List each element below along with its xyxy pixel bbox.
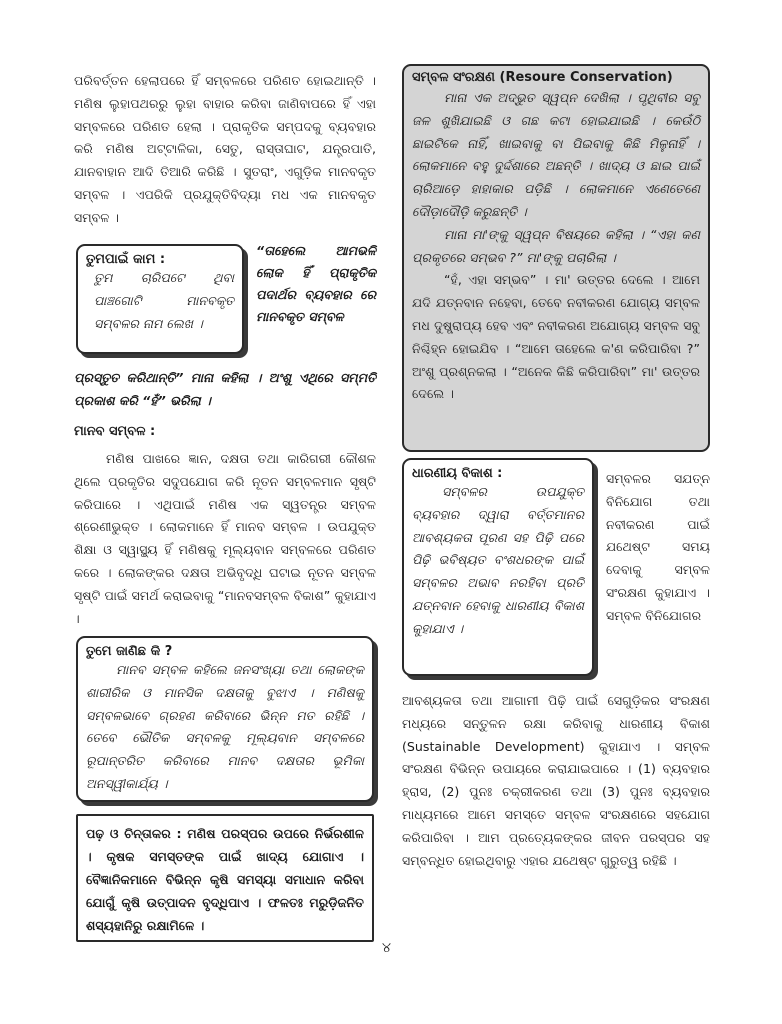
resource-conservation-box [402, 64, 710, 452]
sustainable-title: ଧାରଣୀୟ ବିକାଶ : [412, 466, 503, 481]
did-you-know-body: ମାନବ ସମ୍ବଳ କହିଲେ ଜନସଂଖ୍ୟା ତଥା ଲୋକଙ୍କ ଶାରୀରିକ ଓ ମାନସିକ ଦକ୍ଷତାକୁ ବୁଝାଏ । ମଣିଷକୁ ସମ୍ବଳଭାବେ ଗ୍ରହଣ କରିବାରେ ଭିନ୍ନ ମତ ରହିଛି । ତେବେ ଭୌତିକ ସମ୍ବଳକୁ ମୂଲ୍ୟବାନ ସମ୍ବଳରେ ରୂପାନ୍ତରିତ କରିବାରେ ମାନବ ଦକ୍ଷତାର ଭୂମିକା ଅନସ୍ୱୀକାର୍ଯ୍ୟ । [86, 662, 364, 791]
conservation-title: ସମ୍ବଳ ସଂରକ୍ଷଣ (Resoure Conservation) [412, 70, 673, 85]
human-resource-text: ମଣିଷ ପାଖରେ ଜ୍ଞାନ, ଦକ୍ଷତା ତଥା କାରିଗରୀ କୌଶଳ ଥିଲେ ପ୍ରକୃତିର ସଦୁପଯୋଗ କରି ନୂତନ ସମ୍ବଳମାନ ସୃଷ୍ଟି କରିପାରେ । ଏଥିପାଇଁ ମଣିଷ ଏକ ସ୍ୱତନ୍ତ୍ର ସମ୍ବଳ ଶ୍ରେଣୀଭୁକ୍ତ । ଲୋକମାନେ ହିଁ ମାନବ ସମ୍ବଳ । ଉପଯୁକ୍ତ ଶିକ୍ଷା ଓ ସ୍ୱାସ୍ଥ୍ୟ ହିଁ ମଣିଷକୁ ମୂଲ୍ୟବାନ ସମ୍ବଳରେ ପରିଣତ କରେ । ଲୋକଙ୍କର ଦକ୍ଷତା ଅଭିବୃଦ୍ଧି ଘଟାଇ ନୂତନ ସମ୍ବଳ ସୃଷ୍ଟି ପାଇଁ ସମର୍ଥ କରାଇବାକୁ “ମାନବସମ୍ବଳ ବିକାଶ” କୁହାଯାଏ । [74, 451, 376, 626]
read-and-think-box [76, 814, 374, 942]
activity-title: ତୁମପାଇଁ କାମ : [86, 252, 166, 267]
conservation-p2: ମାନା ମା'ଙ୍କୁ ସ୍ୱପ୍ନ ବିଷୟରେ କହିଲା । “ଏହା କଣ ପ୍ରକୃତରେ ସମ୍ଭବ ?” ମା'ଙ୍କୁ ପଚାରିଲା । [412, 226, 700, 265]
activity-box [76, 244, 244, 354]
conservation-definition-text: ସମ୍ବଳର ସଯତ୍ନ ବିନିଯୋଗ ତଥା ନବୀକରଣ ପାଇଁ ଯଥେଷ୍ଟ ସମୟ ଦେବାକୁ ସମ୍ବଳ ସଂରକ୍ଷଣ କୁହାଯାଏ । ସମ୍ବଳ ବିନିଯୋଗର [606, 471, 710, 623]
dialogue-side [256, 240, 376, 328]
conservation-p3: “ହଁ, ଏହା ସମ୍ଭବ” । ମା' ଉତ୍ତର ଦେଲେ । ଆମେ ଯଦି ଯତ୍ନବାନ ନହେବା, ତେବେ ନବୀକରଣ ଯୋଗ୍ୟ ସମ୍ବଳ ମଧ ଦୁଷ୍ପ୍ରାପ୍ୟ ହେବ ଏବଂ ନବୀକରଣ ଅଯୋଗ୍ୟ ସମ୍ବଳ ସବୁ ନିଶ୍ଚିହ୍ନ ହୋଇଯିବ । “ଆମେ ତାହେଲେ କ'ଣ କରିପାରିବା ?” ଅଂଶୁ ପ୍ରଶ୍ନକଲା । “ଅନେକ କିଛି କରିପାରିବା” ମା' ଉତ୍ତର ଦେଲେ । [412, 272, 700, 402]
intro-text: ପରିବର୍ତ୍ତନ ହେଲାପରେ ହିଁ ସମ୍ବଳରେ ପରିଣତ ହୋଇଥାନ୍ତି । ମଣିଷ ଲୁହାପଥରରୁ ଲୁହା ବାହାର କରିବା ଜାଣିବାପରେ ହିଁ ଏହା ସମ୍ବଳରେ ପରିଣତ ହେଲା । ପ୍ରାକୃତିକ ସମ୍ପଦକୁ ବ୍ୟବହାର କରି ମଣିଷ ଅଟ୍ଟାଳିକା, ସେତୁ, ରାସ୍ତାଘାଟ, ଯନ୍ତ୍ରପାତି, ଯାନବାହାନ ଆଦି ତିଆରି କରିଛି । ସୁତରାଂ, ଏଗୁଡ଼ିକ ମାନବକୃତ ସମ୍ବଳ । ଏପରିକି ପ୍ରଯୁକ୍ତିବିଦ୍ୟା ମଧ ଏକ ମାନବକୃତ ସମ୍ବଳ । [74, 73, 376, 225]
activity-body: ତୁମ ଚାରିପଟେ ଥିବା ପାଞ୍ଚଗୋଟି ମାନବକୃତ ସମ୍ବଳର ନାମ ଲେଖ । [94, 270, 234, 331]
read-and-think-text: ପଢ଼ ଓ ଚିନ୍ତାକର : ମଣିଷ ପରସ୍ପର ଉପରେ ନିର୍ଭରଶୀଳ । କୃଷକ ସମସ୍ତଙ୍କ ପାଇଁ ଖାଦ୍ୟ ଯୋଗାଏ । ବୈଜ୍ଞାନିକମାନେ ବିଭିନ୍ନ କୃଷି ସମସ୍ୟା ସମାଧାନ କରିବା ଯୋଗୁଁ କୃଷି ଉତ୍ପାଦନ ବୃଦ୍ଧିପାଏ । ଫଳତଃ ମରୁଡ଼ିଜନିତ ଶସ୍ୟହାନିରୁ ରକ୍ଷାମିଳେ । [86, 826, 364, 933]
conservation-p1: ମାନା ଏକ ଅଦ୍ଭୁତ ସ୍ୱପ୍ନ ଦେଖିଲା । ପୃଥିବୀର ସବୁ ଜଳ ଶୁଖିଯାଇଛି ଓ ଗଛ କଟା ହୋଇଯାଇଛି । କେଉଁଠି ଛାଇଟିକେ ନାହିଁ, ଖାଇବାକୁ ବା ପିଇବାକୁ କିଛି ମିଳୁନାହିଁ । ଲୋକମାନେ ବହୁ ଦୁର୍ଦ୍ଦଶାରେ ଅଛନ୍ତି । ଖାଦ୍ୟ ଓ ଛାଇ ପାଇଁ ଚାରିଆଡ଼େ ହାହାକାର ପଡ଼ିଛି । ଲୋକମାନେ ଏଣେତେଣେ ଦୌଡ଼ାଦୌଡ଼ି କରୁଛନ୍ତି । [412, 90, 700, 219]
human-resource-paragraph [74, 448, 376, 630]
intro-paragraph [74, 70, 376, 230]
sustainable-body: ସମ୍ବଳର ଉପଯୁକ୍ତ ବ୍ୟବହାର ଦ୍ୱାରା ବର୍ତ୍ତମାନର ଆବଶ୍ୟକତା ପୂରଣ ସହ ପିଢ଼ି ପରେ ପିଢ଼ି ଭବିଷ୍ୟତ ବଂଶଧରଙ୍କ ପାଇଁ ସମ୍ବଳର ଅଭାବ ନରହିବା ପ୍ରତି ଯତ୍ନବାନ ହେବାକୁ ଧାରଣୀୟ ବିକାଶ କୁହାଯାଏ । [412, 484, 584, 636]
did-you-know-title: ତୁମେ ଜାଣିଛ କି ? [86, 644, 173, 659]
page-number: ୪ [382, 940, 391, 956]
dialogue-continuation [74, 367, 376, 413]
human-resource-heading: ମାନବ ସମ୍ବଳ : [74, 424, 156, 439]
sustainable-paragraph [402, 690, 710, 872]
sustainable-paragraph-text: ଆବଶ୍ୟକତା ତଥା ଆଗାମୀ ପିଢ଼ି ପାଇଁ ସେଗୁଡ଼ିକର ସଂରକ୍ଷଣ ମଧ୍ୟରେ ସନ୍ତୁଳନ ରକ୍ଷା କରିବାକୁ ଧାରଣୀୟ ବିକାଶ (Sustainable Development) କୁହାଯାଏ । ସମ୍ବଳ ସଂରକ୍ଷଣ ବିଭିନ୍ନ ଉପାୟରେ କରାଯାଇପାରେ । (1) ବ୍ୟବହାର ହ୍ରାସ, (2) ପୁନଃ ଚକ୍ରୀକରଣ ତଥା (3) ପୁନଃ ବ୍ୟବହାର ମାଧ୍ୟମରେ ଆମେ ସମସ୍ତେ ସମ୍ବଳ ସଂରକ୍ଷଣରେ ସହଯୋଗ କରିପାରିବା । ଆମ ପ୍ରତ୍ୟେକଙ୍କର ଜୀବନ ପରସ୍ପର ସହ ସମ୍ବନ୍ଧିତ ହୋଇଥିବାରୁ ଏହାର ଯଥେଷ୍ଟ ଗୁରୁତ୍ୱ ରହିଛି । [402, 693, 710, 868]
dialogue-cont-text: ପ୍ରସ୍ତୁତ କରିଥାନ୍ତି” ମାନା କହିଲା । ଅଂଶୁ ଏଥିରେ ସମ୍ମତି ପ୍ରକାଶ କରି “ହଁ” ଭରିଲା । [74, 370, 376, 408]
dialogue-side-text: “ତାହେଲେ ଆମଭଳି ଲୋକ ହିଁ ପ୍ରାକୃତିକ ପଦାର୍ଥର ବ୍ୟବହାର ରେ ମାନବକୃତ ସମ୍ବଳ [256, 243, 376, 324]
sustainable-development-box [402, 458, 594, 676]
conservation-definition [606, 468, 710, 628]
did-you-know-box [76, 636, 374, 802]
